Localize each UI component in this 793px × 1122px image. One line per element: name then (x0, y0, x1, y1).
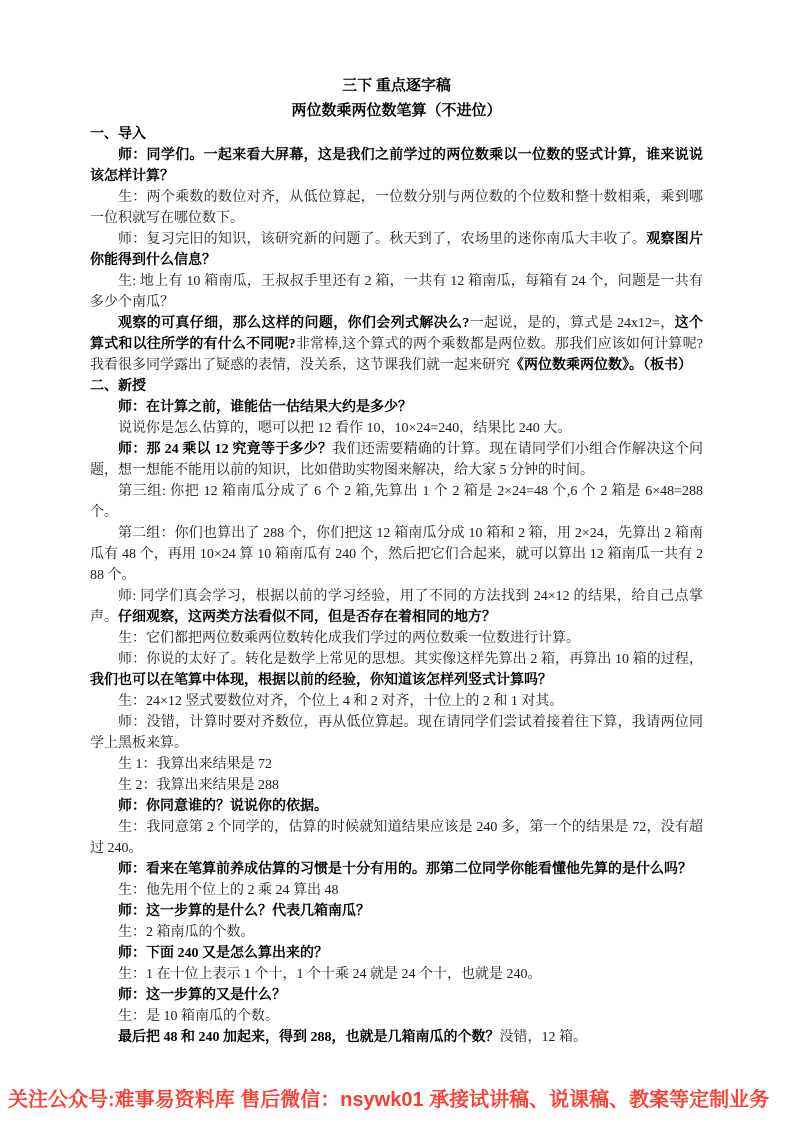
paragraph (90, 523, 703, 586)
text-run: 没错，12 箱。 (499, 1030, 587, 1045)
text-run: 师：同学们。一起来看大屏幕，这是我们之前学过的两位数乘以一位数的竖式计算，谁来说说该怎样计算？ (90, 148, 703, 184)
text-run: 生：2 箱南瓜的个数。 (118, 925, 255, 940)
paragraph (90, 901, 703, 922)
paragraph (90, 754, 703, 775)
text-run: 生 2：我算出来结果是 288 (118, 778, 279, 793)
text-run: 师: 同学们真会学习，根据以前的学习经验，用了不同的方法找到 24×12 的结果，给自己点掌声。 (90, 589, 703, 625)
text-run: 生：我同意第 2 个同学的，估算的时候就知道结果应该是 240 多，第一个的结果是 72，没有超过 240。 (90, 820, 703, 856)
paragraph (90, 985, 703, 1006)
text-run: 这个算式和以往所学的有什么不同呢? (90, 316, 704, 352)
text-run: 非常棒,这个算式的两个乘数都是两位数。那我们应该如何计算呢?我看很多同学露出了疑惑的表情，没关系，这节课我们就一起来研究 (90, 337, 703, 373)
paragraph (90, 712, 703, 754)
paragraph (90, 187, 703, 229)
text-run: 师：你说的太好了。转化是数学上常见的思想。其实像这样先算出 2 箱，再算出 10 箱的过程， (118, 652, 703, 667)
paragraph (90, 418, 703, 439)
text-run: 生：是 10 箱南瓜的个数。 (118, 1009, 279, 1024)
paragraph (90, 313, 703, 376)
paragraph (90, 943, 703, 964)
promo-footer: 关注公众号:难事易资料库 售后微信：nsywk01 承接试讲稿、说课稿、教案等定制业务 (8, 1089, 770, 1111)
paragraph (90, 628, 703, 649)
text-run: 生：24×12 竖式要数位对齐，个位上 4 和 2 对齐，十位上的 2 和 1 对其。 (118, 694, 564, 709)
text-run: 生 1：我算出来结果是 72 (118, 757, 272, 772)
paragraph (90, 817, 703, 859)
text-run: 师：复习完旧的知识，该研究新的问题了。秋天到了，农场里的迷你南瓜大丰收了。 (118, 232, 647, 247)
text-run: 第二组：你们也算出了 288 个，你们把这 12 箱南瓜分成 10 箱和 2 箱，用 2×24，先算出 2 箱南瓜有 48 个，再用 10×24 算 10 箱南瓜有 240 个，然后把它们合起来，就可以算出 12 箱南瓜一共有 288 个。 (90, 526, 703, 583)
text-run: 一、导入 (90, 127, 146, 142)
paragraph (90, 229, 703, 271)
paragraph (90, 397, 703, 418)
text-run: 第三组: 你把 12 箱南瓜分成了 6 个 2 箱,先算出 1 个 2 箱是 2×24=48 个,6 个 2 箱是 6×48=288 个。 (90, 484, 703, 520)
text-run: 师：下面 240 又是怎么算出来的？ (118, 946, 328, 961)
paragraph (90, 145, 703, 187)
document-subtitle: 两位数乘两位数笔算（不进位） (291, 103, 502, 119)
text-run: 最后把 48 和 240 加起来，得到 288，也就是几箱南瓜的个数？ (118, 1030, 500, 1045)
text-run: 二、新授 (90, 379, 146, 394)
text-run: 师：那 24 乘以 12 究竟等于多少？ (118, 442, 333, 457)
text-run: 师：你同意谁的？说说你的依据。 (118, 799, 328, 814)
section-heading (90, 124, 703, 145)
paragraph (90, 586, 703, 628)
text-run: 我们还需要精确的计算。现在请同学们小组合作解决这个问题，想一想能不能用以前的知识，比如借助实物图来解决，给大家 5 分钟的时间。 (90, 442, 704, 478)
paragraph (90, 880, 703, 901)
text-run: 师：这一步算的又是什么？ (118, 988, 286, 1003)
text-run: 生：它们都把两位数乘两位数转化成我们学过的两位数乘一位数进行计算。 (118, 631, 580, 646)
text-run: 观察的可真仔细，那么这样的问题，你们会列式解决么? (118, 316, 470, 331)
paragraph (90, 964, 703, 985)
document-content (90, 74, 703, 1048)
paragraph (90, 775, 703, 796)
paragraph (90, 1027, 703, 1048)
text-run: 《两位数乘两位数》。（板书） (510, 358, 692, 373)
paragraph (90, 796, 703, 817)
paragraph (90, 922, 703, 943)
text-run: 师：这一步算的是什么？代表几箱南瓜？ (118, 904, 370, 919)
text-run: 生：1 在十位上表示 1 个十，1 个十乘 24 就是 24 个十，也就是 240。 (118, 967, 542, 982)
text-run: 生：两个乘数的数位对齐，从低位算起，一位数分别与两位数的个位数和整十数相乘，乘到哪一位积就写在哪位数下。 (90, 190, 703, 226)
text-run: 说说你是怎么估算的，嗯可以把 12 看作 10，10×24=240，结果比 240 大。 (118, 421, 572, 436)
paragraph (90, 691, 703, 712)
text-run: 一起说，是的，算式是 24x12=， (469, 316, 675, 331)
text-run: 观察图片你能得到什么信息？ (90, 232, 704, 268)
document-title: 三下 重点逐字稿 (342, 78, 451, 94)
paragraph (90, 271, 703, 313)
text-run: 生：他先用个位上的 2 乘 24 算出 48 (118, 883, 339, 898)
text-run: 我们也可以在笔算中体现，根据以前的经验，你知道该怎样列竖式计算吗？ (90, 673, 552, 688)
text-run: 仔细观察，这两类方法看似不同，但是否存在着相同的地方？ (118, 610, 496, 625)
section-heading (90, 376, 703, 397)
text-run: 生: 地上有 10 箱南瓜，王叔叔手里还有 2 箱，一共有 12 箱南瓜，每箱有 24 个，问题是一共有多少个南瓜？ (90, 274, 703, 310)
paragraph (90, 859, 703, 880)
document-body (90, 124, 703, 1048)
paragraph (90, 649, 703, 691)
paragraph (90, 1006, 703, 1027)
text-run: 师：看来在笔算前养成估算的习惯是十分有用的。那第二位同学你能看懂他先算的是什么吗？ (118, 862, 692, 877)
paragraph (90, 439, 703, 481)
text-run: 师：在计算之前，谁能估一估结果大约是多少？ (118, 400, 412, 415)
text-run: 师：没错，计算时要对齐数位，再从低位算起。现在请同学们尝试着接着往下算，我请两位同学上黑板来算。 (90, 715, 703, 751)
paragraph (90, 481, 703, 523)
